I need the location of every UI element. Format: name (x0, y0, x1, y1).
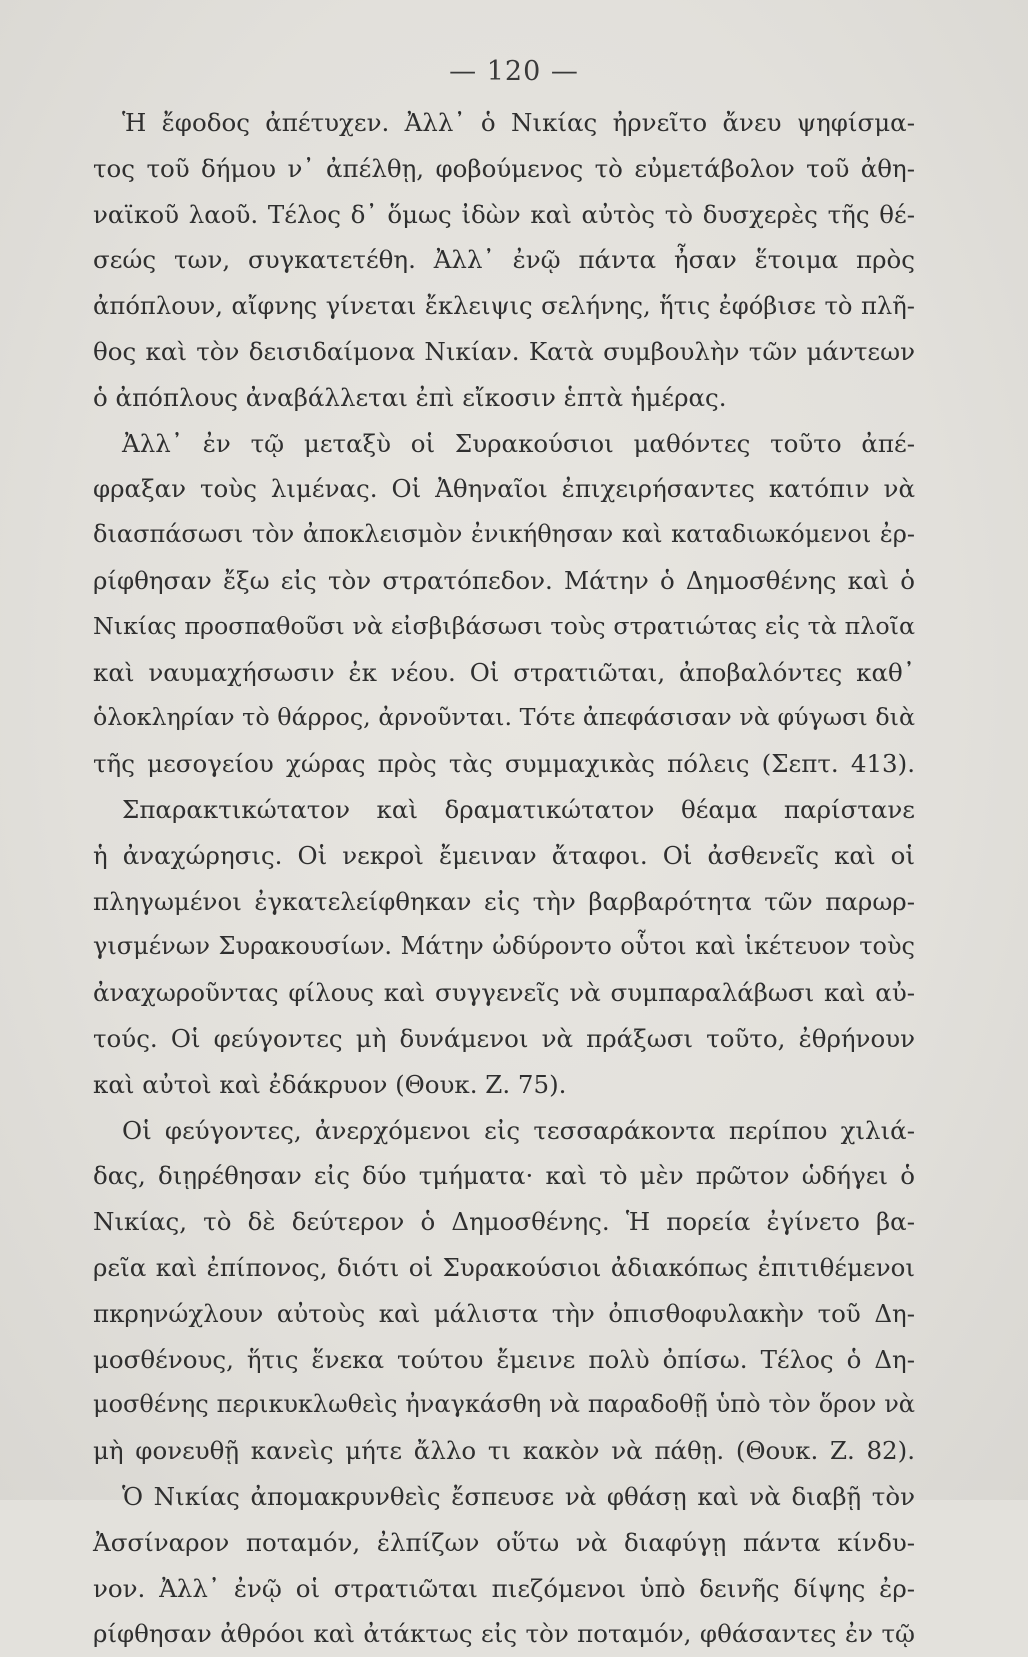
text-line: ὁ ἀπόπλους ἀναβάλλεται ἐπὶ εἴκοσιν ἑπτὰ ἡμέρας. (93, 382, 727, 412)
text-line: φραξαν τοὺς λιμένας. Οἱ Ἀθηναῖοι ἐπιχειρήσαντες κατόπιν νὰ (93, 474, 915, 504)
text-line: δας, διῃρέθησαν εἰς δύο τμήματα· καὶ τὸ μὲν πρῶτον ὡδήγει ὁ (93, 1161, 915, 1191)
text-line: τούς. Οἱ φεύγοντες μὴ δυνάμενοι νὰ πράξωσι τοῦτο, ἐθρήνουν (93, 1023, 915, 1053)
page-body-text (93, 100, 915, 1657)
page-number: — 120 — (449, 56, 579, 87)
text-line: Ἀσσίναρον ποταμόν, ἐλπίζων οὕτω νὰ διαφύγῃ πάντα κίνδυ- (93, 1527, 915, 1557)
text-line: σεώς των, συγκατετέθη. Ἀλλ᾽ ἐνῷ πάντα ἦσαν ἕτοιμα πρὸς (93, 245, 915, 275)
text-line: πληγωμένοι ἐγκατελείφθηκαν εἰς τὴν βαρβαρότητα τῶν παρωρ- (93, 886, 915, 916)
text-line: καὶ αὐτοὶ καὶ ἐδάκρυον (Θουκ. Ζ. 75). (93, 1069, 567, 1099)
text-line: καὶ ναυμαχήσωσιν ἐκ νέου. Οἱ στρατιῶται, ἀποβαλόντες καθ᾽ (93, 657, 915, 687)
text-line: ὁλοκληρίαν τὸ θάρρος, ἀρνοῦνται. Τότε ἀπεφάσισαν νὰ φύγωσι διὰ (93, 703, 915, 732)
text-line: Νικίας προσπαθοῦσι νὰ εἰσβιβάσωσι τοὺς στρατιώτας εἰς τὰ πλοῖα (93, 611, 915, 640)
text-line: Σπαρακτικώτατον καὶ δραματικώτατον θέαμα παρίστανε (122, 794, 915, 824)
text-line: Οἱ φεύγοντες, ἀνερχόμενοι εἰς τεσσαράκοντα περίπου χιλιά- (122, 1115, 915, 1145)
text-line: ἀναχωροῦντας φίλους καὶ συγγενεῖς νὰ συμπαραλάβωσι καὶ αὐ- (93, 978, 915, 1008)
text-line: Ὁ Νικίας ἀπομακρυνθεὶς ἔσπευσε νὰ φθάσῃ καὶ νὰ διαβῇ τὸν (122, 1481, 915, 1511)
text-line: διασπάσωσι τὸν ἀποκλεισμὸν ἐνικήθησαν καὶ καταδιωκόμενοι ἐρ- (93, 520, 915, 549)
text-line: μοσθένης περικυκλωθεὶς ἠναγκάσθη νὰ παραδοθῇ ὑπὸ τὸν ὅρον νὰ (93, 1390, 915, 1419)
text-line: ἀπόπλουν, αἴφνης γίνεται ἔκλειψις σελήνης, ἥτις ἐφόβισε τὸ πλῆ- (93, 291, 915, 321)
text-line: τῆς μεσογείου χώρας πρὸς τὰς συμμαχικὰς πόλεις (Σεπτ. 413). (93, 749, 915, 779)
text-line: μοσθένους, ἥτις ἕνεκα τούτου ἔμεινε πολὺ ὀπίσω. Τέλος ὁ Δη- (93, 1344, 915, 1374)
text-line: γισμένων Συρακουσίων. Μάτην ὠδύροντο οὗτοι καὶ ἱκέτευον τοὺς (93, 932, 915, 961)
text-line: νον. Ἀλλ᾽ ἐνῷ οἱ στρατιῶται πιεζόμενοι ὑπὸ δεινῆς δίψης ἐρ- (93, 1573, 915, 1603)
text-line: Ἡ ἔφοδος ἀπέτυχεν. Ἀλλ᾽ ὁ Νικίας ἠρνεῖτο ἄνευ ψηφίσμα- (122, 108, 915, 137)
text-line: ναϊκοῦ λαοῦ. Τέλος δ᾽ ὅμως ἰδὼν καὶ αὐτὸς τὸ δυσχερὲς τῆς θέ- (93, 199, 915, 229)
text-line: Νικίας, τὸ δὲ δεύτερον ὁ Δημοσθένης. Ἡ πορεία ἐγίνετο βα- (93, 1207, 915, 1237)
text-line: ἡ ἀναχώρησις. Οἱ νεκροὶ ἔμειναν ἄταφοι. Οἱ ἀσθενεῖς καὶ οἱ (93, 840, 915, 870)
text-line: ρίφθησαν ἀθρόοι καὶ ἀτάκτως εἰς τὸν ποταμόν, φθάσαντες ἐν τῷ (93, 1619, 915, 1649)
text-line: Ἀλλ᾽ ἐν τῷ μεταξὺ οἱ Συρακούσιοι μαθόντες τοῦτο ἀπέ- (122, 428, 915, 458)
text-line: θος καὶ τὸν δεισιδαίμονα Νικίαν. Κατὰ συμβουλὴν τῶν μάντεων (93, 336, 915, 366)
text-line: τος τοῦ δήμου ν᾽ ἀπέλθῃ, φοβούμενος τὸ εὐμετάβολον τοῦ ἀθη- (93, 153, 915, 183)
text-line: μὴ φονευθῇ κανεὶς μήτε ἄλλο τι κακὸν νὰ πάθῃ. (Θουκ. Ζ. 82). (93, 1436, 915, 1466)
text-line: ρίφθησαν ἔξω εἰς τὸν στρατόπεδον. Μάτην ὁ Δημοσθένης καὶ ὁ (93, 565, 915, 595)
text-line: πκρηνώχλουν αὐτοὺς καὶ μάλιστα τὴν ὀπισθοφυλακὴν τοῦ Δη- (93, 1298, 915, 1328)
text-line: ρεῖα καὶ ἐπίπονος, διότι οἱ Συρακούσιοι ἀδιακόπως ἐπιτιθέμενοι (93, 1252, 915, 1282)
